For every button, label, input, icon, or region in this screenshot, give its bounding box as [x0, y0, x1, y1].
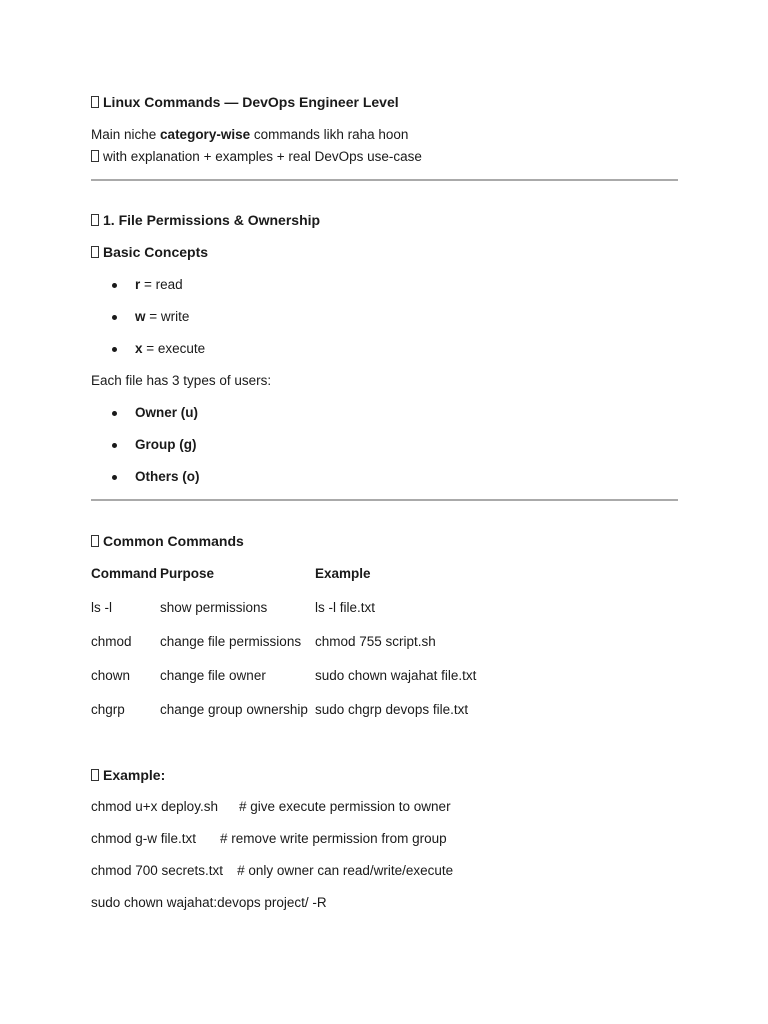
bullet-dot [112, 283, 117, 288]
emoji-placeholder-icon [91, 96, 99, 108]
bullet-dot [112, 347, 117, 352]
section2-heading: Common Commands [103, 533, 244, 549]
code-line [91, 862, 453, 880]
bullet-dot [112, 411, 117, 416]
intro-bold: category-wise [160, 127, 251, 142]
bullet-dot [112, 443, 117, 448]
code-comment: # only owner can read/write/execute [237, 863, 454, 878]
list-item: Owner (u) [135, 405, 198, 420]
list-item [135, 276, 183, 294]
divider [91, 499, 678, 501]
emoji-placeholder-icon [91, 769, 99, 781]
list-item [135, 308, 189, 326]
intro-line-2 [91, 148, 422, 166]
table-cell: chmod [91, 634, 132, 649]
section1-subheading: Basic Concepts [103, 244, 209, 260]
code-command: sudo chown wajahat:devops project/ -R [91, 895, 327, 910]
doc-title-text: Linux Commands — DevOps Engineer Level [103, 94, 399, 110]
table-cell: change group ownership [160, 702, 308, 717]
table-cell: chmod 755 script.sh [315, 634, 436, 649]
code-command: chmod u+x deploy.sh [91, 799, 218, 814]
intro-suffix: commands likh raha hoon [250, 127, 409, 142]
code-comment: # remove write permission from group [220, 831, 447, 846]
table-cell: sudo chown wajahat file.txt [315, 668, 477, 683]
divider [91, 179, 678, 181]
code-line [91, 894, 327, 912]
list-item: Group (g) [135, 437, 197, 452]
table-cell: ls -l file.txt [315, 600, 376, 615]
perm-key: w [135, 309, 146, 324]
section-heading [91, 211, 320, 229]
table-cell: chgrp [91, 702, 125, 717]
bullet-dot [112, 315, 117, 320]
perm-text: = write [145, 309, 190, 324]
subsection-heading [91, 243, 208, 261]
table-cell: change file permissions [160, 634, 302, 649]
emoji-placeholder-icon [91, 246, 99, 258]
code-line [91, 830, 447, 848]
table-cell: sudo chgrp devops file.txt [315, 702, 469, 717]
perm-text: = read [140, 277, 183, 292]
perm-key: r [135, 277, 141, 292]
bullet-dot [112, 475, 117, 480]
list-item [135, 340, 205, 358]
table-header-cell: Command [91, 566, 158, 581]
table-cell: change file owner [160, 668, 266, 683]
users-intro: Each file has 3 types of users: [91, 373, 272, 388]
intro-line-2-text: with explanation + examples + real DevOps use-case [103, 149, 422, 164]
perm-text: = execute [142, 341, 206, 356]
perm-key: x [135, 341, 143, 356]
code-comment: # give execute permission to owner [238, 799, 451, 814]
section1-heading: 1. File Permissions & Ownership [103, 212, 321, 228]
table-cell: chown [91, 668, 131, 683]
doc-title [91, 93, 399, 111]
table-header-cell: Example [315, 566, 371, 581]
table-cell: show permissions [160, 600, 268, 615]
intro-line-1 [91, 126, 408, 144]
section3-heading: Example: [103, 767, 166, 783]
section-heading [91, 766, 165, 784]
table-cell: ls -l [91, 600, 112, 615]
intro-prefix: Main niche [91, 127, 161, 142]
section-heading [91, 532, 244, 550]
code-line [91, 798, 451, 816]
emoji-placeholder-icon [91, 214, 99, 226]
code-command: chmod 700 secrets.txt [91, 863, 224, 878]
code-command: chmod g-w file.txt [91, 831, 197, 846]
list-item: Others (o) [135, 469, 200, 484]
table-header-cell: Purpose [160, 566, 215, 581]
emoji-placeholder-icon [91, 150, 99, 162]
emoji-placeholder-icon [91, 535, 99, 547]
